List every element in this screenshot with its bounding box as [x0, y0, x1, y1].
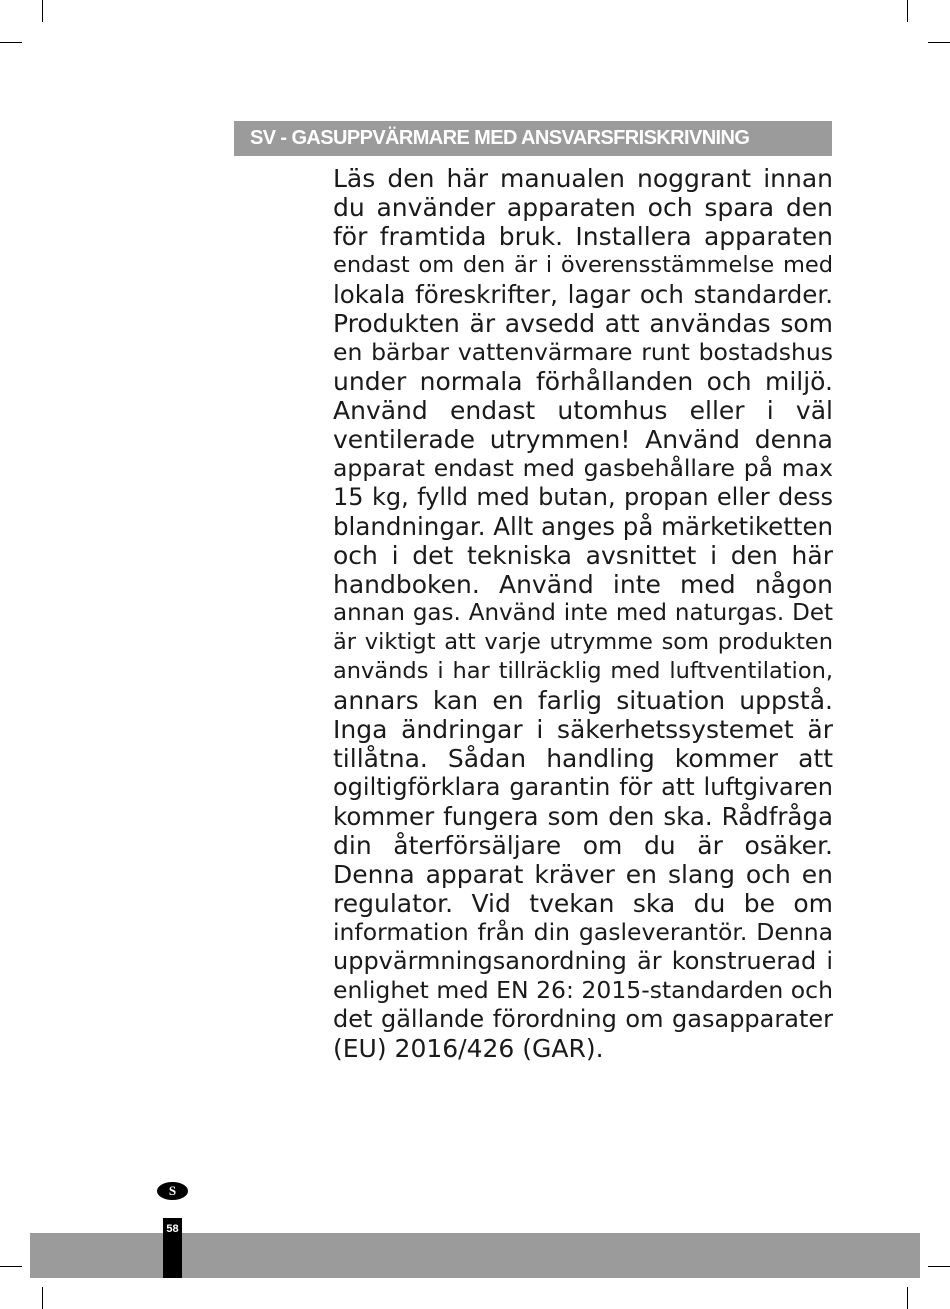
- body-line: det gällande förordning om gasapparater: [333, 1005, 833, 1033]
- body-line: apparat endast med gasbehållare på max: [333, 454, 833, 482]
- body-line: Läs den här manualen noggrant innan: [333, 164, 833, 193]
- crop-mark-bottom-left-h: [0, 1266, 22, 1267]
- body-line: information från din gasleverantör. Denna: [333, 918, 833, 946]
- body-line: annars kan en farlig situation uppstå.: [333, 686, 833, 715]
- body-line: tillåtna. Sådan handling kommer att: [333, 744, 833, 773]
- body-line: uppvärmningsanordning är konstruerad i: [333, 947, 833, 975]
- body-line: du använder apparaten och spara den: [333, 193, 833, 222]
- body-line: Denna apparat kräver en slang och en: [333, 860, 833, 889]
- body-line: används i har tillräcklig med luftventilation,: [333, 658, 833, 684]
- crop-mark-top-left-h: [0, 42, 22, 43]
- body-line: (EU) 2016/426 (GAR).: [333, 1034, 604, 1063]
- body-line: för framtida bruk. Installera apparaten: [333, 222, 833, 251]
- crop-mark-bottom-left: [42, 1287, 43, 1309]
- body-line: Produkten är avsedd att användas som: [333, 309, 833, 338]
- body-line: ventilerade utrymmen! Använd denna: [333, 425, 833, 454]
- body-line: 15 kg, fylld med butan, propan eller dess: [333, 483, 833, 511]
- body-line: under normala förhållanden och miljö.: [333, 367, 833, 396]
- body-line: din återförsäljare om du är osäker.: [333, 831, 833, 860]
- body-line: är viktigt att varje utrymme som produkten: [333, 629, 833, 655]
- body-line: endast om den är i överensstämmelse med: [333, 252, 833, 278]
- body-line: Inga ändringar i säkerhetssystemet är: [333, 715, 833, 744]
- language-badge: S: [157, 1182, 188, 1200]
- body-line: enlighet med EN 26: 2015-standarden och: [333, 976, 833, 1004]
- body-line: regulator. Vid tvekan ska du be om: [333, 889, 833, 918]
- body-line: ogiltigförklara garantin för att luftgivaren: [333, 773, 833, 801]
- body-line: blandningar. Allt anges på märketiketten: [333, 512, 834, 541]
- body-line: lokala föreskrifter, lagar och standarder.: [333, 280, 833, 309]
- crop-mark-bottom-right: [907, 1287, 908, 1309]
- crop-mark-top-right: [907, 0, 908, 22]
- crop-mark-top-left: [42, 0, 43, 22]
- body-line: en bärbar vattenvärmare runt bostadshus: [333, 338, 833, 366]
- crop-mark-bottom-right-h: [928, 1266, 950, 1267]
- body-line: handboken. Använd inte med någon: [333, 570, 833, 599]
- crop-mark-top-right-h: [928, 42, 950, 43]
- body-line: Använd endast utomhus eller i väl: [333, 396, 833, 425]
- body-line: kommer fungera som den ska. Rådfråga: [333, 802, 833, 831]
- section-header: SV - GASUPPVÄRMARE MED ANSVARSFRISKRIVNING: [234, 121, 832, 156]
- body-paragraph: [333, 164, 833, 1063]
- page-number: 58: [163, 1218, 182, 1278]
- body-line: annan gas. Använd inte med naturgas. Det: [333, 600, 833, 626]
- body-line: och i det tekniska avsnittet i den här: [333, 541, 833, 570]
